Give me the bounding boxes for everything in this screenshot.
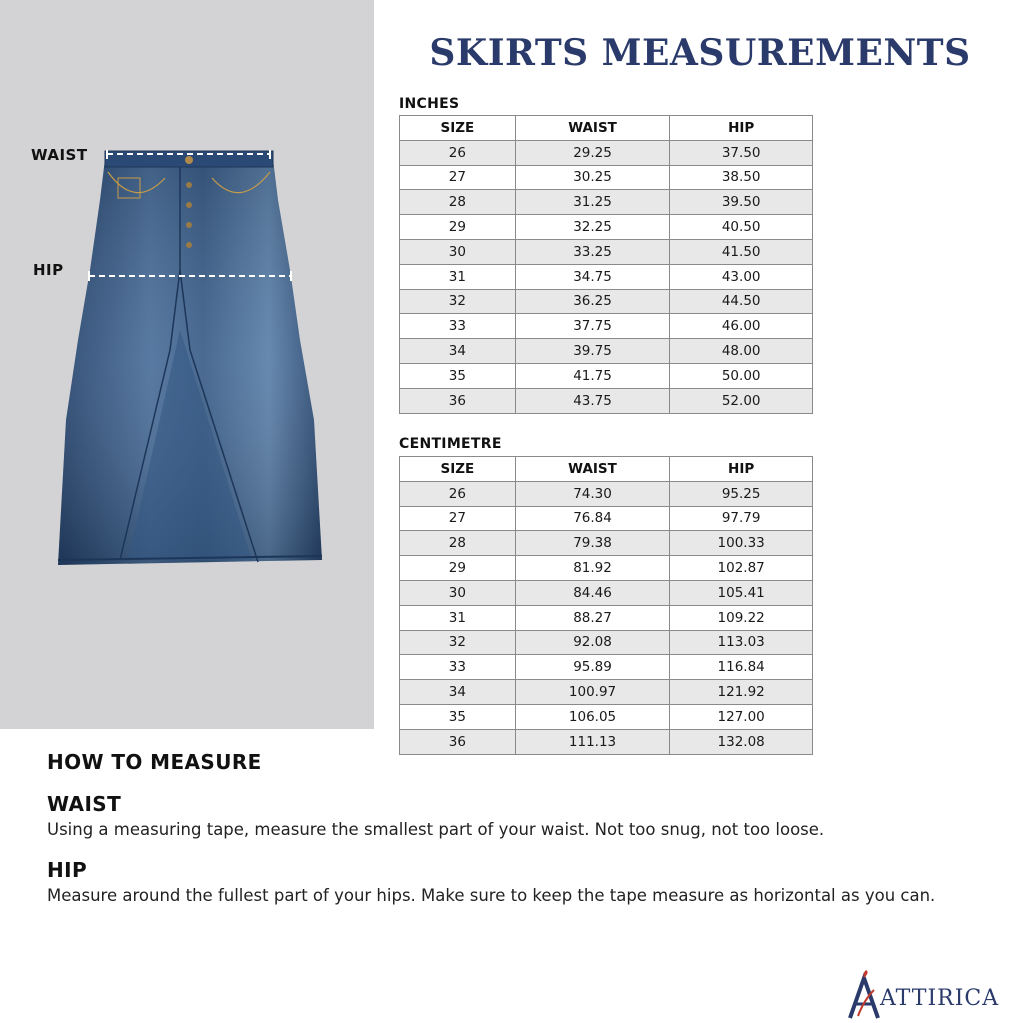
cell-waist: 92.08 — [515, 630, 670, 655]
header-waist: WAIST — [515, 457, 670, 482]
cell-size: 33 — [400, 655, 516, 680]
cell-waist: 29.25 — [515, 140, 670, 165]
cell-size: 31 — [400, 264, 516, 289]
cell-hip: 95.25 — [670, 481, 813, 506]
cell-hip: 109.22 — [670, 605, 813, 630]
cell-hip: 97.79 — [670, 506, 813, 531]
header-size: SIZE — [400, 457, 516, 482]
cell-hip: 127.00 — [670, 704, 813, 729]
denim-skirt-image — [0, 0, 374, 729]
table-row — [400, 190, 813, 215]
cell-waist: 84.46 — [515, 580, 670, 605]
cell-size: 28 — [400, 190, 516, 215]
cell-waist: 95.89 — [515, 655, 670, 680]
cell-size: 32 — [400, 289, 516, 314]
cell-waist: 111.13 — [515, 729, 670, 754]
cell-hip: 46.00 — [670, 314, 813, 339]
cell-hip: 44.50 — [670, 289, 813, 314]
cell-hip: 121.92 — [670, 680, 813, 705]
cell-hip: 40.50 — [670, 215, 813, 240]
cell-size: 33 — [400, 314, 516, 339]
table-row — [400, 264, 813, 289]
cell-waist: 30.25 — [515, 165, 670, 190]
inches-caption: INCHES — [399, 96, 460, 112]
cell-hip: 52.00 — [670, 388, 813, 413]
centimetre-caption: CENTIMETRE — [399, 436, 502, 452]
cell-waist: 79.38 — [515, 531, 670, 556]
cell-waist: 106.05 — [515, 704, 670, 729]
cell-size: 34 — [400, 339, 516, 364]
table-row — [400, 531, 813, 556]
cell-size: 29 — [400, 215, 516, 240]
table-header-row — [400, 116, 813, 141]
product-image-panel — [0, 0, 374, 729]
header-hip: HIP — [670, 116, 813, 141]
cell-hip: 39.50 — [670, 190, 813, 215]
cell-hip: 48.00 — [670, 339, 813, 364]
cell-size: 35 — [400, 704, 516, 729]
table-row — [400, 655, 813, 680]
cell-waist: 39.75 — [515, 339, 670, 364]
table-row — [400, 704, 813, 729]
table-row — [400, 680, 813, 705]
header-hip: HIP — [670, 457, 813, 482]
table-row — [400, 140, 813, 165]
cell-size: 36 — [400, 388, 516, 413]
cell-waist: 32.25 — [515, 215, 670, 240]
cell-size: 26 — [400, 481, 516, 506]
cell-waist: 76.84 — [515, 506, 670, 531]
cell-size: 26 — [400, 140, 516, 165]
hip-instructions: Measure around the fullest part of your hips. Make sure to keep the tape measure as horizontal as you can. — [47, 886, 936, 905]
page-title: SKIRTS MEASUREMENTS — [429, 32, 971, 74]
cell-size: 32 — [400, 630, 516, 655]
cell-waist: 37.75 — [515, 314, 670, 339]
cell-waist: 100.97 — [515, 680, 670, 705]
header-waist: WAIST — [515, 116, 670, 141]
table-row — [400, 605, 813, 630]
cell-hip: 37.50 — [670, 140, 813, 165]
cell-waist: 31.25 — [515, 190, 670, 215]
waist-instructions: Using a measuring tape, measure the smallest part of your waist. Not too snug, not too loose. — [47, 820, 825, 839]
table-row — [400, 481, 813, 506]
cell-size: 28 — [400, 531, 516, 556]
table-row — [400, 556, 813, 581]
cell-size: 30 — [400, 239, 516, 264]
cell-hip: 132.08 — [670, 729, 813, 754]
table-row — [400, 289, 813, 314]
cell-size: 31 — [400, 605, 516, 630]
header-size: SIZE — [400, 116, 516, 141]
cell-waist: 41.75 — [515, 363, 670, 388]
cell-size: 30 — [400, 580, 516, 605]
cell-hip: 41.50 — [670, 239, 813, 264]
cell-size: 36 — [400, 729, 516, 754]
cell-hip: 38.50 — [670, 165, 813, 190]
table-row — [400, 388, 813, 413]
cell-hip: 100.33 — [670, 531, 813, 556]
table-row — [400, 630, 813, 655]
hip-marker-label: HIP — [33, 261, 64, 279]
how-to-measure-heading: HOW TO MEASURE — [47, 750, 262, 774]
cell-size: 27 — [400, 506, 516, 531]
waist-heading: WAIST — [47, 792, 122, 816]
table-row — [400, 215, 813, 240]
table-row — [400, 314, 813, 339]
brand-name: ATTIRICA — [880, 986, 1000, 1011]
cell-size: 29 — [400, 556, 516, 581]
cell-hip: 43.00 — [670, 264, 813, 289]
table-row — [400, 165, 813, 190]
cell-waist: 81.92 — [515, 556, 670, 581]
table-row — [400, 580, 813, 605]
cell-hip: 116.84 — [670, 655, 813, 680]
hip-heading: HIP — [47, 858, 88, 882]
cell-hip: 102.87 — [670, 556, 813, 581]
cell-waist: 34.75 — [515, 264, 670, 289]
brand-logo-block — [840, 970, 1010, 1020]
centimetre-table — [399, 456, 813, 755]
cell-size: 35 — [400, 363, 516, 388]
cell-hip: 50.00 — [670, 363, 813, 388]
table-row — [400, 339, 813, 364]
cell-size: 27 — [400, 165, 516, 190]
cell-waist: 33.25 — [515, 239, 670, 264]
table-row — [400, 239, 813, 264]
cell-waist: 74.30 — [515, 481, 670, 506]
inches-table — [399, 115, 813, 414]
cell-waist: 36.25 — [515, 289, 670, 314]
cell-waist: 43.75 — [515, 388, 670, 413]
waist-marker-label: WAIST — [31, 146, 88, 164]
cell-waist: 88.27 — [515, 605, 670, 630]
table-row — [400, 363, 813, 388]
table-row — [400, 729, 813, 754]
cell-hip: 105.41 — [670, 580, 813, 605]
table-header-row — [400, 457, 813, 482]
cell-hip: 113.03 — [670, 630, 813, 655]
attirica-logo — [844, 970, 884, 1020]
cell-size: 34 — [400, 680, 516, 705]
table-row — [400, 506, 813, 531]
